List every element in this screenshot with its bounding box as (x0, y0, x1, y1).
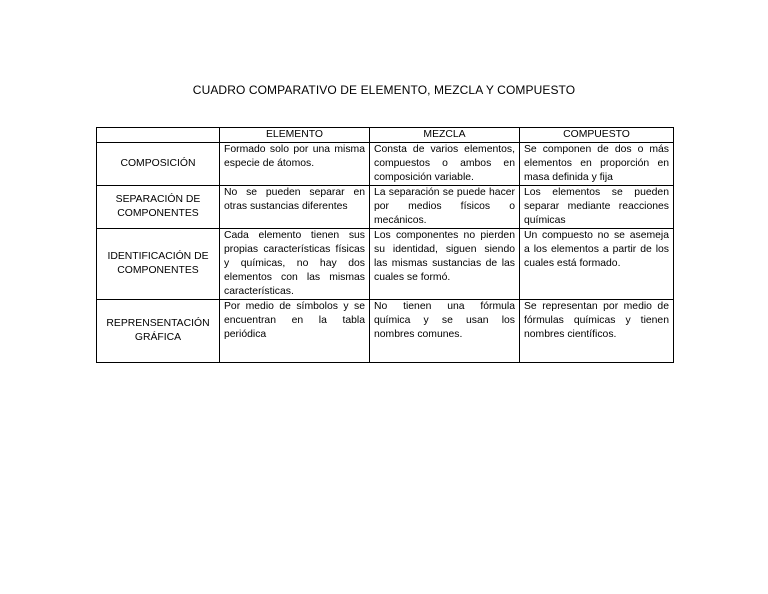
cell-compuesto: Un compuesto no se asemeja a los elementos a partir de los cuales está formado. (520, 229, 674, 300)
table-row-composicion (97, 143, 674, 186)
page-title: CUADRO COMPARATIVO DE ELEMENTO, MEZCLA Y COMPUESTO (192, 83, 576, 97)
cell-compuesto: Los elementos se pueden separar mediante reacciones químicas (520, 186, 674, 229)
header-mezcla: MEZCLA (370, 128, 520, 143)
header-empty-cell (97, 128, 220, 143)
header-elemento: ELEMENTO (220, 128, 370, 143)
row-label: SEPARACIÓN DE COMPONENTES (97, 186, 220, 229)
row-label: IDENTIFICACIÓN DE COMPONENTES (97, 229, 220, 300)
header-compuesto: COMPUESTO (520, 128, 674, 143)
cell-elemento: Formado solo por una misma especie de átomos. (220, 143, 370, 186)
cell-elemento: Por medio de símbolos y se encuentran en la tabla periódica (220, 300, 370, 363)
table-row-separacion (97, 186, 674, 229)
cell-mezcla: Consta de varios elementos, compuestos o ambos en composición variable. (370, 143, 520, 186)
table-row-identificacion (97, 229, 674, 300)
comparison-table (96, 127, 674, 363)
cell-elemento: Cada elemento tienen sus propias características físicas y químicas, no hay dos elementos con las mismas características. (220, 229, 370, 300)
cell-elemento: No se pueden separar en otras sustancias diferentes (220, 186, 370, 229)
cell-mezcla: No tienen una fórmula química y se usan los nombres comunes. (370, 300, 520, 363)
table-header-row (97, 128, 674, 143)
cell-compuesto: Se representan por medio de fórmulas químicas y tienen nombres científicos. (520, 300, 674, 363)
row-label: COMPOSICIÓN (97, 143, 220, 186)
row-label: REPRENSENTACIÓN GRÁFICA (97, 300, 220, 363)
table-row-representacion (97, 300, 674, 363)
cell-compuesto: Se componen de dos o más elementos en proporción en masa definida y fija (520, 143, 674, 186)
cell-mezcla: La separación se puede hacer por medios físicos o mecánicos. (370, 186, 520, 229)
cell-mezcla: Los componentes no pierden su identidad, siguen siendo las mismas sustancias de las cuales se formó. (370, 229, 520, 300)
